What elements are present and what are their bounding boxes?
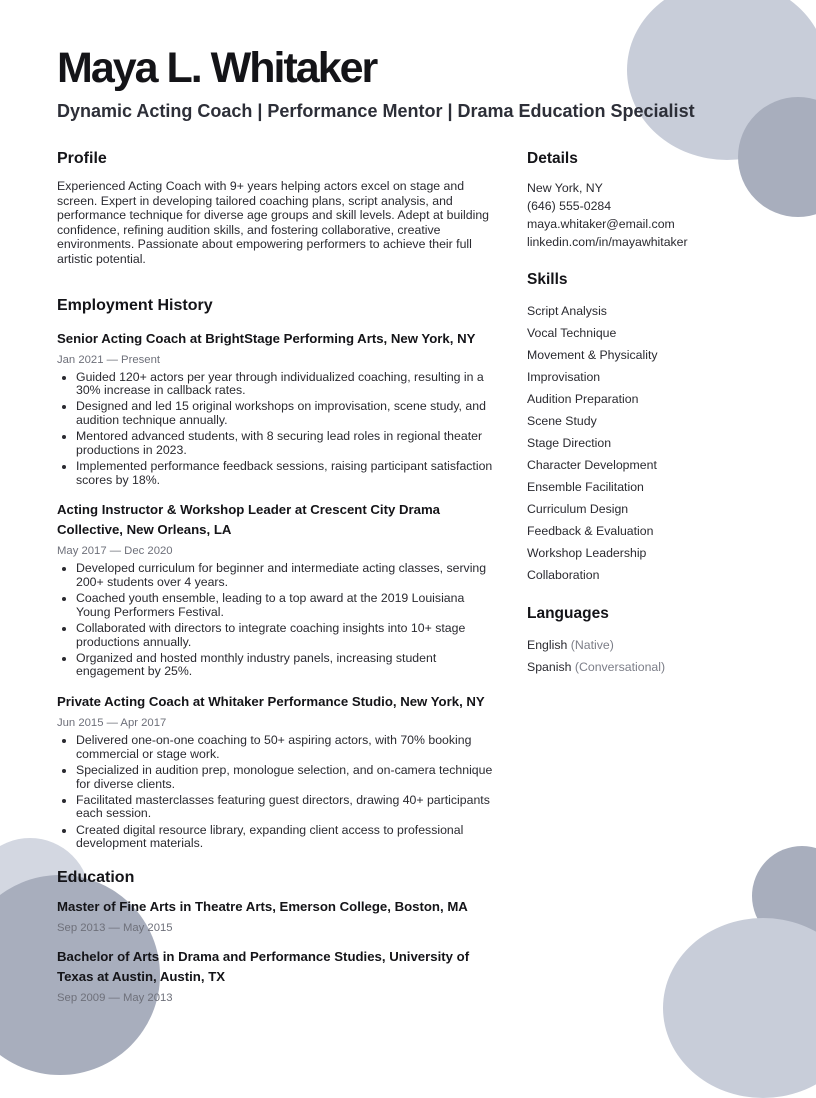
job-bullet: • Facilitated masterclasses featuring guest directors, drawing 40+ participants each session. xyxy=(76,794,497,821)
job-entry xyxy=(57,329,497,488)
job-bullets xyxy=(57,562,497,679)
language-name: English xyxy=(527,638,568,652)
job-bullet: • Created digital resource library, expanding client access to professional development materials. xyxy=(76,824,497,851)
employment-heading: Employment History xyxy=(57,296,213,314)
skill-item: Collaboration xyxy=(527,568,600,582)
location-text: New York, NY xyxy=(527,181,603,195)
skill-item: Ensemble Facilitation xyxy=(527,480,644,494)
job-entry xyxy=(57,500,497,679)
skill-item: Improvisation xyxy=(527,370,601,384)
job-dates: Jan 2021 — Present xyxy=(57,353,160,366)
education-entry xyxy=(57,897,497,935)
languages-list xyxy=(527,634,727,678)
job-title: Acting Instructor & Workshop Leader at Crescent City Drama Collective, New Orleans, LA xyxy=(57,502,441,538)
decorative-circle-bottom-right xyxy=(663,918,816,1098)
details-heading: Details xyxy=(527,150,578,167)
details-list xyxy=(527,179,727,251)
job-bullet: • Developed curriculum for beginner and intermediate acting classes, serving 200+ students over 4 years. xyxy=(76,562,497,589)
job-bullet: • Mentored advanced students, with 8 securing lead roles in regional theater productions in 2023. xyxy=(76,430,497,457)
skills-heading: Skills xyxy=(527,271,568,288)
job-bullet: • Organized and hosted monthly industry panels, increasing student engagement by 25%. xyxy=(76,652,497,679)
education-dates: Sep 2009 — May 2013 xyxy=(57,991,173,1004)
language-item xyxy=(527,656,727,678)
job-dates: Jun 2015 — Apr 2017 xyxy=(57,717,167,730)
profile-heading: Profile xyxy=(57,150,107,167)
education-heading: Education xyxy=(57,868,135,886)
job-bullet: • Collaborated with directors to integrate coaching insights into 10+ stage productions annually. xyxy=(76,622,497,649)
email-link[interactable]: maya.whitaker@email.com xyxy=(527,217,675,231)
language-level: (Conversational) xyxy=(574,660,666,674)
job-bullet: • Coached youth ensemble, leading to a top award at the 2019 Louisiana Young Performers Festival. xyxy=(76,592,497,619)
job-bullet: • Designed and led 15 original workshops on improvisation, scene study, and audition technique annually. xyxy=(76,400,497,427)
education-title: Master of Fine Arts in Theatre Arts, Emerson College, Boston, MA xyxy=(57,898,468,914)
job-title: Senior Acting Coach at BrightStage Performing Arts, New York, NY xyxy=(57,330,476,346)
sidebar-column xyxy=(527,150,727,678)
job-bullet: • Guided 120+ actors per year through individualized coaching, resulting in a 30% increase in callback rates. xyxy=(76,371,497,398)
education-entry xyxy=(57,947,497,1005)
job-bullet: • Specialized in audition prep, monologue selection, and on-camera technique for diverse clients. xyxy=(76,764,497,791)
skill-item: Movement & Physicality xyxy=(527,348,658,362)
resume-name: Maya L. Whitaker xyxy=(57,44,377,92)
resume-headline: Dynamic Acting Coach | Performance Mentor | Drama Education Specialist xyxy=(57,101,695,121)
profile-text: Experienced Acting Coach with 9+ years helping actors excel on stage and screen. Expert in developing tailored coaching plans, script analysis, and performance technique for diverse age groups and skill levels. Adept at building confidence, refining audition skills, and fostering collaborative, creative environments. Passionate about empowering performers to achieve their full artistic potential. xyxy=(57,179,490,266)
main-column xyxy=(57,150,497,1005)
languages-heading: Languages xyxy=(527,605,609,622)
skill-item: Stage Direction xyxy=(527,436,612,450)
skill-item: Workshop Leadership xyxy=(527,546,647,560)
skill-item: Vocal Technique xyxy=(527,326,617,340)
education-title: Bachelor of Arts in Drama and Performance Studies, University of Texas at Austin, Austin, TX xyxy=(57,948,470,984)
skill-item: Feedback & Evaluation xyxy=(527,524,654,538)
job-bullets xyxy=(57,734,497,851)
skill-item: Curriculum Design xyxy=(527,502,629,516)
skill-item: Script Analysis xyxy=(527,304,607,318)
language-item xyxy=(527,634,727,656)
job-bullets xyxy=(57,371,497,488)
language-name: Spanish xyxy=(527,660,572,674)
language-level: (Native) xyxy=(570,638,614,652)
job-title: Private Acting Coach at Whitaker Performance Studio, New York, NY xyxy=(57,694,485,710)
education-dates: Sep 2013 — May 2015 xyxy=(57,921,173,934)
skill-item: Audition Preparation xyxy=(527,392,639,406)
job-dates: May 2017 — Dec 2020 xyxy=(57,545,173,558)
phone-text: (646) 555-0284 xyxy=(527,199,612,213)
skill-item: Character Development xyxy=(527,458,657,472)
linkedin-link[interactable]: linkedin.com/in/mayawhitaker xyxy=(527,235,688,249)
skill-item: Scene Study xyxy=(527,414,597,428)
job-entry xyxy=(57,692,497,851)
job-bullet: • Delivered one-on-one coaching to 50+ aspiring actors, with 70% booking commercial or stage work. xyxy=(76,734,497,761)
job-bullet: • Implemented performance feedback sessions, raising participant satisfaction scores by 18%. xyxy=(76,460,497,487)
skills-list xyxy=(527,300,727,586)
